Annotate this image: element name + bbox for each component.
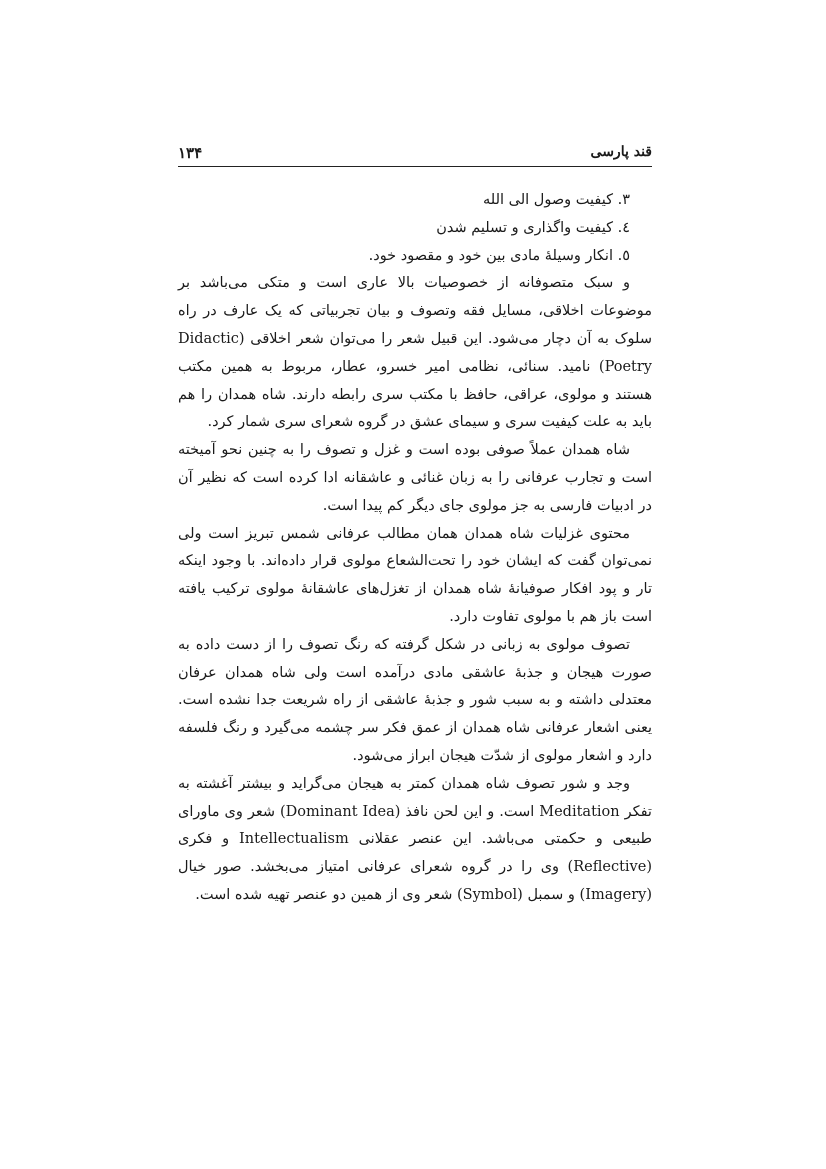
list-item: ۳. کیفیت وصول الی الله [483, 192, 630, 208]
paragraph: و سبک متصوفانه از خصوصیات بالا عاری است و متکی می‌باشد بر موضوعات اخلاقی، مسایل فقه وتصوف و بیان تجربیاتی که یک عارف در راه سلوک به آن دچار می‌شود. این قبیل شعر را می‌توان شعر اخلاقی (Didactic Poetry) نامید. سنائی، نظامی امیر خسرو، عطار، مربوط به همین مکتب هستند و مولوی، عراقی، حافظ با مکتب سری رابطه دارند. شاه همدان را هم باید به علت کیفیت سری و سیمای عشق در گروه شعرای سری شمار کرد. [178, 275, 652, 431]
list-item: ٤. کیفیت واگذاری و تسلیم شدن [436, 219, 630, 236]
paragraph: وجد و شور تصوف شاه همدان کمتر به هیجان می‌گراید و بیشتر آغشته به تفکر Meditation است. و این لحن نافذ (Dominant Idea) شعر وی ماورای طبیعی و حکمتی می‌باشد. این عنصر عقلانی Intellectualism و فکری (Reflective) وی را در گروه شعرای عرفانی امتیاز می‌بخشد. صور خیال (Imagery) و سمبل (Symbol) شعر وی از همین دو عنصر تهیه شده است. [178, 775, 653, 903]
body-text [178, 187, 652, 910]
paragraph: محتوی غزلیات شاه همدان همان مطالب عرفانی شمس تبریز است ولی نمی‌توان گفت که ایشان خود را تحت‌الشعاع مولوی قرار داده‌اند. با وجود اینکه تار و پود افکار صوفیانهٔ شاه همدان از تغزل‌های عاشقانهٔ مولوی ترکیب یافته است باز هم با مولوی تفاوت دارد. [178, 525, 652, 625]
list-item: ٥. انکار وسیلهٔ مادی بین خود و مقصود خود. [368, 247, 630, 264]
paragraph: تصوف مولوی به زبانی در شکل گرفته که رنگ تصوف را از دست داده به صورت هیجان و جذبهٔ عاشقی مادی درآمده است ولی شاه همدان عرفان معتدلی داشته و به سبب شور و جذبهٔ عاشقی از راه شریعت جدا نشده است. یعنی اشعار عرفانی شاه همدان از عمق فکر سر چشمه می‌گیرد و رنگ فلسفه دارد و اشعار مولوی از شدّت هیجان ابراز می‌شود. [178, 636, 652, 764]
journal-title: قند پارسی [590, 144, 652, 160]
page-number: ۱۳۴ [178, 144, 203, 162]
page-header [178, 140, 652, 166]
header-divider [178, 166, 652, 167]
paragraph: شاه همدان عملاً صوفی بوده است و غزل و تصوف را به چنین نحو آمیخته است و تجارب عرفانی را به زبان غنائی و عاشقانه ادا کرده است که نظیر آن در ادبیات فارسی به جز مولوی جای دیگر کم پیدا است. [178, 442, 652, 514]
